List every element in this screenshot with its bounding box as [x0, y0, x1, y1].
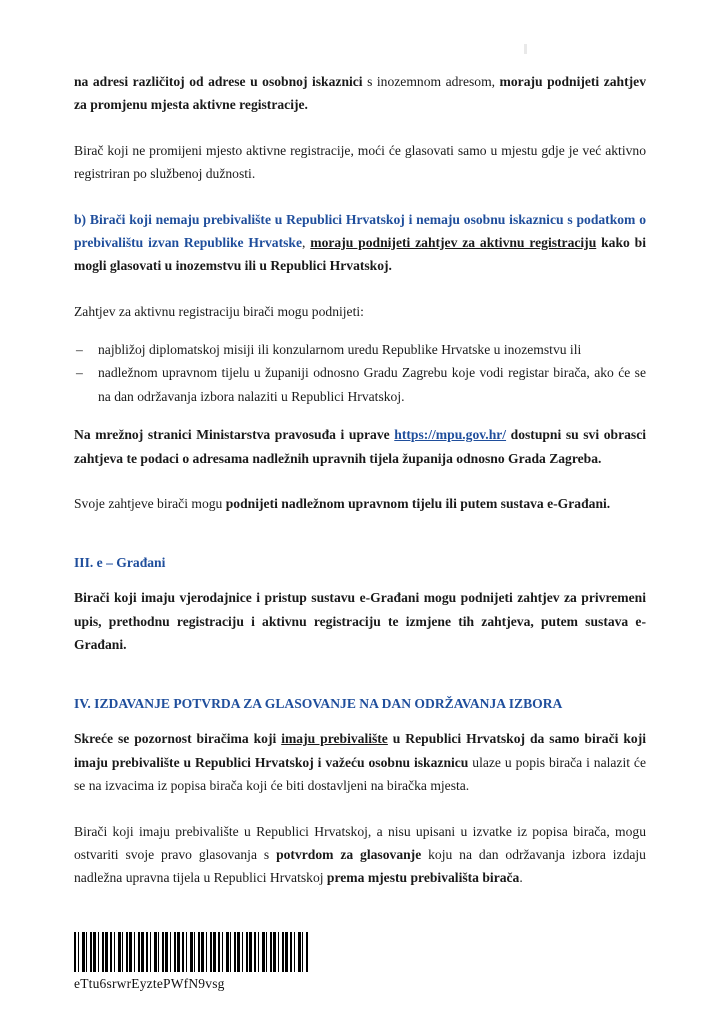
request-options-list — [74, 338, 646, 408]
spacer — [74, 515, 646, 555]
spacer — [74, 323, 646, 338]
paragraph-2: Birač koji ne promijeni mjesto aktivne registracije, moći će glasovati samo u mjestu gdje je već aktivno registriran po službenoj dužnosti. — [74, 142, 646, 182]
document-body — [74, 70, 646, 890]
paragraph-3-underlined-part: moraju podnijeti zahtjev za aktivnu registraciju — [310, 234, 597, 250]
section-heading-iv: IV. IZDAVANJE POTVRDA ZA GLASOVANJE NA DAN ODRŽAVANJA IZBORA — [74, 696, 563, 712]
spacer — [74, 117, 646, 139]
ministry-website-link[interactable]: https://mpu.gov.hr/ — [394, 427, 507, 443]
spacer — [74, 571, 646, 586]
paragraph-3-blue-part: b) Birači koji nemaju prebivalište u Republici Hrvatskoj i nemaju osobnu iskaznicu s podatkom o prebivalištu izvan Republike Hrvatske — [74, 211, 646, 250]
barcode-block — [74, 932, 324, 992]
paragraph-8-part-d: ulaze u popis birača i nalazit će se na izvacima iz popisa birača koji će biti dostavljeni na biračka mjesta. — [74, 754, 646, 794]
paragraph-5-part-b: dostupni su svi obrasci zahtjeva te podaci o adresama nadležnih upravnih tijela županija odnosno Grada Zagreba. — [74, 427, 647, 466]
paragraph-3-comma: , — [302, 234, 311, 250]
paragraph-9-period: . — [519, 870, 523, 886]
dash-icon: – — [76, 365, 83, 381]
paragraph-5 — [74, 423, 646, 470]
section-heading-iii: III. e – Građani — [74, 555, 166, 571]
dash-icon: – — [76, 342, 83, 357]
paragraph-8-part-c: imaju prebivalište u Republici Hrvatskoj i važeću osobnu iskaznicu — [74, 754, 469, 770]
paragraph-8-underlined-part: imaju prebivalište — [281, 731, 388, 747]
spacer — [74, 186, 646, 208]
paragraph-7: Birači koji imaju vjerodajnice i pristup sustavu e-Građani mogu podnijeti zahtjev za privremeni upis, prethodnu registraciju i aktivnu registraciju te izmjene tih zahtjeva, putem sustava e-Građani. — [74, 590, 646, 652]
list-item — [74, 361, 646, 408]
page-artifact-mark — [524, 44, 527, 54]
paragraph-6 — [74, 492, 646, 515]
paragraph-6-part-b: podnijeti nadležnom upravnom tijelu ili putem sustava e-Građani. — [225, 495, 611, 511]
paragraph-9 — [74, 820, 646, 890]
paragraph-8-part-b: u Republici Hrvatskoj da samo birači koji — [387, 731, 647, 747]
paragraph-9-part-c: koju na dan održavanja izbora izdaju nadležna upravna tijela u Republici Hrvatskoj — [74, 846, 646, 886]
list-item — [74, 338, 646, 361]
barcode-code-text: eTtu6srwrEyztePWfN9vsg — [74, 976, 225, 991]
spacer — [74, 278, 646, 300]
list-item-label: nadležnom upravnom tijelu u županiji odnosno Gradu Zagrebu koje vodi registar birača, ako će se na dan održavanja izbora nalaziti u Republici Hrvatskoj. — [98, 365, 646, 404]
paragraph-1-part-a: na adresi različitoj od adrese u osobnoj iskaznici — [74, 74, 363, 89]
spacer — [74, 656, 646, 696]
paragraph-8-part-a: Skreće se pozornost biračima koji — [74, 731, 282, 747]
paragraph-9-part-d: prema mjestu prebivališta birača — [326, 870, 520, 886]
paragraph-4: Zahtjev za aktivnu registraciju birači mogu podnijeti: — [74, 303, 364, 319]
spacer — [74, 712, 646, 727]
barcode-icon — [74, 932, 308, 972]
spacer — [74, 470, 646, 492]
spacer — [74, 408, 646, 423]
paragraph-1-part-b: s inozemnom adresom, — [362, 74, 500, 89]
paragraph-5-part-a: Na mrežnoj stranici Ministarstva pravosuđa i uprave — [74, 427, 395, 443]
paragraph-3 — [74, 208, 646, 278]
paragraph-9-part-b: potvrdom za glasovanje — [276, 846, 422, 862]
paragraph-3-rest: kako bi mogli glasovati u inozemstvu ili u Republici Hrvatskoj. — [74, 234, 646, 274]
paragraph-8 — [74, 727, 646, 797]
paragraph-9-part-a: Birači koji imaju prebivalište u Republici Hrvatskoj, a nisu upisani u izvatke iz popisa birača, mogu ostvariti svoje pravo glasovanja s — [74, 823, 646, 862]
spacer — [74, 798, 646, 820]
paragraph-6-part-a: Svoje zahtjeve birači mogu — [74, 495, 226, 511]
paragraph-1-part-c: moraju podnijeti zahtjev za promjenu mjesta aktivne registracije. — [74, 74, 646, 113]
paragraph-1 — [74, 70, 646, 117]
list-item-label: najbližoj diplomatskoj misiji ili konzularnom uredu Republike Hrvatske u inozemstvu ili — [98, 342, 582, 357]
